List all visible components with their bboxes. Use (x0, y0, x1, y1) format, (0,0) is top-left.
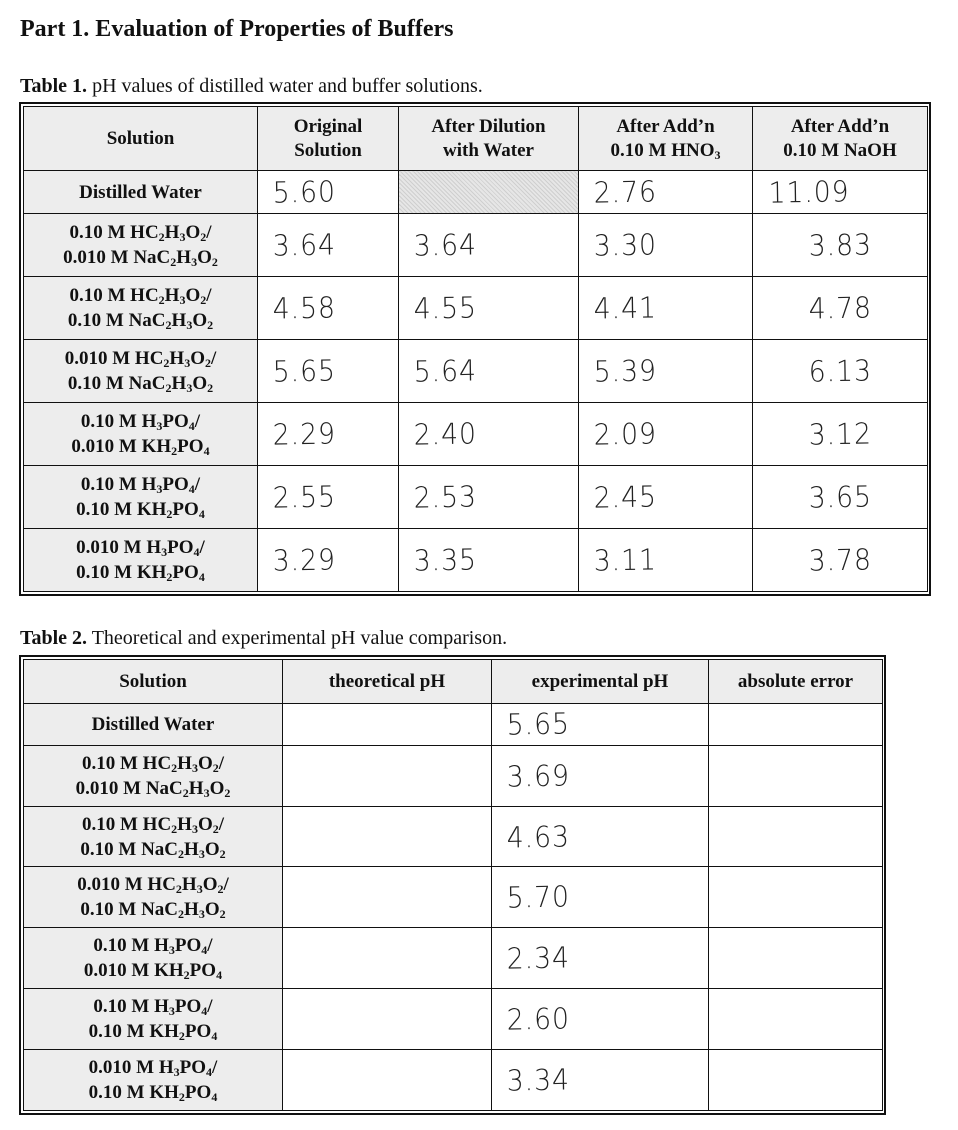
table1-value-cell-value: 4.41 (593, 290, 658, 326)
table2-solution-cell-line-1: 0.10 M $HC_2H_3O_2/$ (81, 752, 225, 775)
table1-header-4 (579, 107, 753, 171)
table1-value-cell (753, 277, 928, 340)
table1-solution-cell-line-1: 0.10 M $HC_2H_3O_2/$ (69, 222, 212, 245)
table1-value-cell-value: 4.78 (808, 290, 872, 326)
table1-value-cell (258, 277, 399, 340)
table2-row (24, 806, 883, 867)
table2-experimental-cell-value: 3.69 (506, 758, 571, 794)
table2-experimental-cell (492, 867, 709, 928)
table1-solution-cell (24, 214, 258, 277)
table1-header-1 (24, 107, 258, 171)
table1-value-cell (258, 403, 399, 466)
table1-value-cell (258, 340, 399, 403)
table1-solution-cell-line-2: 0.10 M $NaC_2H_3O_2$ (67, 373, 214, 396)
table1-value-cell (579, 214, 753, 277)
table2-experimental-cell (492, 704, 709, 746)
table2 (23, 659, 883, 1111)
table2-experimental-cell (492, 928, 709, 989)
table1-header-4-line-2: 0.10 M $HNO_3$ (610, 139, 721, 162)
table1-value-cell (258, 528, 399, 591)
table2-experimental-cell (492, 1050, 709, 1111)
table2-solution-cell-line-1: 0.010 M $HC_2H_3O_2/$ (77, 874, 229, 897)
table1-value-cell-value: 11.09 (768, 174, 850, 210)
page-title: Part 1. Evaluation of Properties of Buffers (20, 16, 454, 42)
table2-solution-cell-line-2: 0.010 M $NaC_2H_3O_2$ (75, 777, 231, 800)
table2-solution-cell (24, 806, 283, 867)
table1-header-5-line-1: After Add’n (790, 115, 890, 137)
table1-frame (19, 102, 931, 596)
table1-value-cell (399, 403, 579, 466)
table1-value-cell (399, 277, 579, 340)
table1-value-cell-value: 3.65 (808, 479, 872, 515)
table1-value-cell-value: 2.53 (413, 479, 478, 515)
table1-value-cell-value: 2.55 (272, 479, 337, 515)
table2-row (24, 867, 883, 928)
table1-value-cell-value: 3.83 (808, 227, 872, 263)
table2-header-1-line-1: Solution (119, 670, 187, 692)
table1-header-3-line-1: After Dilution (431, 115, 546, 137)
table2-solution-cell (24, 928, 283, 989)
table2-error-cell (709, 1050, 883, 1111)
table2-header-2-line-1: theoretical pH (328, 670, 446, 692)
table1-value-cell (258, 171, 399, 214)
table1-value-cell-value: 3.64 (413, 227, 478, 263)
table2-solution-cell-line-1: 0.010 M $H_3PO_4/$ (88, 1057, 218, 1080)
table1-header-3-line-2: with Water (443, 139, 534, 161)
table2-header-4 (709, 660, 883, 704)
table1-solution-cell (24, 403, 258, 466)
table1-row (24, 171, 928, 214)
table2-caption (20, 627, 507, 650)
table1-value-cell-value: 2.09 (593, 416, 658, 452)
table2-frame (19, 655, 886, 1115)
table1-value-cell (579, 277, 753, 340)
table1-solution-cell-line-2: 0.10 M $NaC_2H_3O_2$ (67, 310, 214, 333)
table2-header-4-line-1: absolute error (737, 670, 854, 692)
table2-error-cell (709, 806, 883, 867)
table1-value-cell (399, 528, 579, 591)
table2-error-cell (709, 704, 883, 746)
table1-value-cell-value: 5.65 (272, 353, 337, 389)
table2-theoretical-cell (283, 989, 492, 1050)
table2-solution-cell (24, 704, 283, 746)
table1-value-cell-value: 3.64 (272, 227, 337, 263)
table2-experimental-cell (492, 806, 709, 867)
table2-caption-label: Table 2. (20, 627, 88, 649)
table1-value-cell (753, 171, 928, 214)
table2-solution-cell-line-2: 0.10 M $KH_2PO_4$ (88, 1021, 218, 1044)
table1-header-2-line-1: Original (293, 115, 363, 137)
table1-solution-cell-line-1: 0.10 M $HC_2H_3O_2/$ (69, 285, 212, 308)
table2-solution-cell (24, 745, 283, 806)
table1-value-cell (753, 340, 928, 403)
table1-value-cell-value: 6.13 (808, 353, 872, 389)
table2-solution-cell-line-1: Distilled Water (91, 713, 215, 735)
table2-solution-cell (24, 867, 283, 928)
table1-value-cell (753, 403, 928, 466)
table1-value-cell-value: 3.11 (593, 542, 658, 578)
table1-value-cell (258, 214, 399, 277)
table2-theoretical-cell (283, 867, 492, 928)
table1-value-cell-value: 3.35 (413, 542, 478, 578)
table1-solution-cell (24, 528, 258, 591)
table1-value-cell-value: 3.78 (808, 542, 872, 578)
table1-row (24, 528, 928, 591)
table2-solution-cell (24, 1050, 283, 1111)
table2-error-cell (709, 867, 883, 928)
table1-row (24, 277, 928, 340)
table2-header-2 (283, 660, 492, 704)
table2-header-row (24, 660, 883, 704)
table2-row (24, 1050, 883, 1111)
table2-error-cell (709, 989, 883, 1050)
table1-solution-cell-line-1: 0.010 M $H_3PO_4/$ (76, 536, 205, 559)
table1-caption-text: pH values of distilled water and buffer solutions. (87, 75, 483, 97)
table2-solution-cell-line-1: 0.10 M $H_3PO_4/$ (93, 996, 213, 1019)
table1-value-cell (579, 171, 753, 214)
table2-row (24, 989, 883, 1050)
table1-caption (20, 75, 483, 98)
table2-experimental-cell-value: 2.60 (506, 1001, 571, 1037)
table2-experimental-cell-value: 5.70 (506, 879, 571, 916)
table2-theoretical-cell (283, 1050, 492, 1111)
table1-header-4-line-1: After Add’n (616, 115, 715, 137)
table2-header-1 (24, 660, 283, 704)
table2-solution-cell (24, 989, 283, 1050)
table1-value-cell (753, 528, 928, 591)
table1-value-cell-value: 3.30 (593, 227, 658, 263)
table1-solution-cell-line-2: 0.10 M $KH_2PO_4$ (76, 498, 205, 521)
table1-value-cell (579, 528, 753, 591)
table1-caption-label: Table 1. (20, 75, 88, 97)
table2-row (24, 704, 883, 746)
table2-experimental-cell-value: 4.63 (506, 818, 571, 855)
table2-solution-cell-line-1: 0.10 M $H_3PO_4/$ (93, 935, 213, 958)
table1-solution-cell-line-2: 0.010 M $KH_2PO_4$ (71, 436, 210, 459)
table1-value-cell-value: 4.55 (413, 290, 478, 326)
table1-value-cell-value: 4.58 (272, 290, 337, 326)
table1-header-2 (258, 107, 399, 171)
table2-theoretical-cell (283, 928, 492, 989)
table1-solution-cell-line-1: 0.010 M $HC_2H_3O_2/$ (64, 348, 217, 371)
table2-solution-cell-line-1: 0.10 M $HC_2H_3O_2/$ (81, 813, 225, 836)
table1-solution-cell-line-1: 0.10 M $H_3PO_4/$ (80, 473, 201, 496)
table1-value-cell-value: 5.39 (593, 353, 658, 389)
table1-value-cell-value: 2.45 (593, 479, 658, 515)
table1-header-1-line-1: Solution (106, 127, 175, 149)
table1-value-cell-value: 3.29 (272, 542, 337, 578)
table1-value-cell (753, 466, 928, 529)
table1-solution-cell-line-2: 0.010 M $NaC_2H_3O_2$ (63, 247, 218, 270)
table1-value-cell (579, 340, 753, 403)
table1-value-cell (399, 214, 579, 277)
table1-row (24, 214, 928, 277)
table1-header-5 (753, 107, 928, 171)
table2-header-3-line-1: experimental pH (531, 670, 669, 692)
table1-solution-cell-line-2: 0.10 M $KH_2PO_4$ (76, 561, 205, 584)
table1-header-5-line-2: 0.10 M NaOH (783, 139, 897, 161)
table1-value-cell-value: 2.29 (272, 416, 337, 452)
table1-value-cell (579, 403, 753, 466)
table2-solution-cell-line-2: 0.10 M $KH_2PO_4$ (88, 1082, 218, 1105)
table1-value-cell (399, 466, 579, 529)
table1-value-cell-value: 5.64 (413, 353, 478, 389)
table1-value-cell-value: 2.76 (593, 174, 658, 210)
table2-header-3 (492, 660, 709, 704)
table1-header-2-line-2: Solution (294, 139, 362, 161)
table2-caption-text: Theoretical and experimental pH value comparison. (87, 627, 508, 649)
table2-solution-cell-line-2: 0.10 M $NaC_2H_3O_2$ (80, 838, 226, 861)
table1 (23, 106, 928, 592)
table1-value-cell (258, 466, 399, 529)
table2-experimental-cell (492, 989, 709, 1050)
table1-row (24, 466, 928, 529)
table1-solution-cell (24, 171, 258, 214)
table2-experimental-cell (492, 745, 709, 806)
table1-value-cell (399, 171, 579, 214)
table2-solution-cell-line-2: 0.010 M $KH_2PO_4$ (83, 960, 223, 983)
table1-value-cell-value: 2.40 (413, 416, 478, 452)
table1-solution-cell-line-1: Distilled Water (79, 181, 202, 203)
table1-row (24, 340, 928, 403)
table1-value-cell (399, 340, 579, 403)
table2-experimental-cell-value: 3.34 (506, 1062, 571, 1098)
table1-row (24, 403, 928, 466)
table2-theoretical-cell (283, 704, 492, 746)
table1-solution-cell (24, 277, 258, 340)
table2-theoretical-cell (283, 745, 492, 806)
table1-solution-cell (24, 466, 258, 529)
table2-theoretical-cell (283, 806, 492, 867)
table2-error-cell (709, 745, 883, 806)
table1-header-3 (399, 107, 579, 171)
table2-row (24, 745, 883, 806)
table2-experimental-cell-value: 5.65 (506, 706, 571, 742)
table1-solution-cell-line-1: 0.10 M $H_3PO_4/$ (80, 411, 201, 434)
table2-experimental-cell-value: 2.34 (506, 940, 571, 976)
table1-value-cell-value: 5.60 (272, 174, 337, 210)
table2-solution-cell-line-2: 0.10 M $NaC_2H_3O_2$ (80, 899, 226, 922)
table1-header-row (24, 107, 928, 171)
table2-error-cell (709, 928, 883, 989)
table1-value-cell-value: 3.12 (808, 416, 872, 452)
table2-row (24, 928, 883, 989)
table1-solution-cell (24, 340, 258, 403)
table1-value-cell (579, 466, 753, 529)
table1-value-cell (753, 214, 928, 277)
